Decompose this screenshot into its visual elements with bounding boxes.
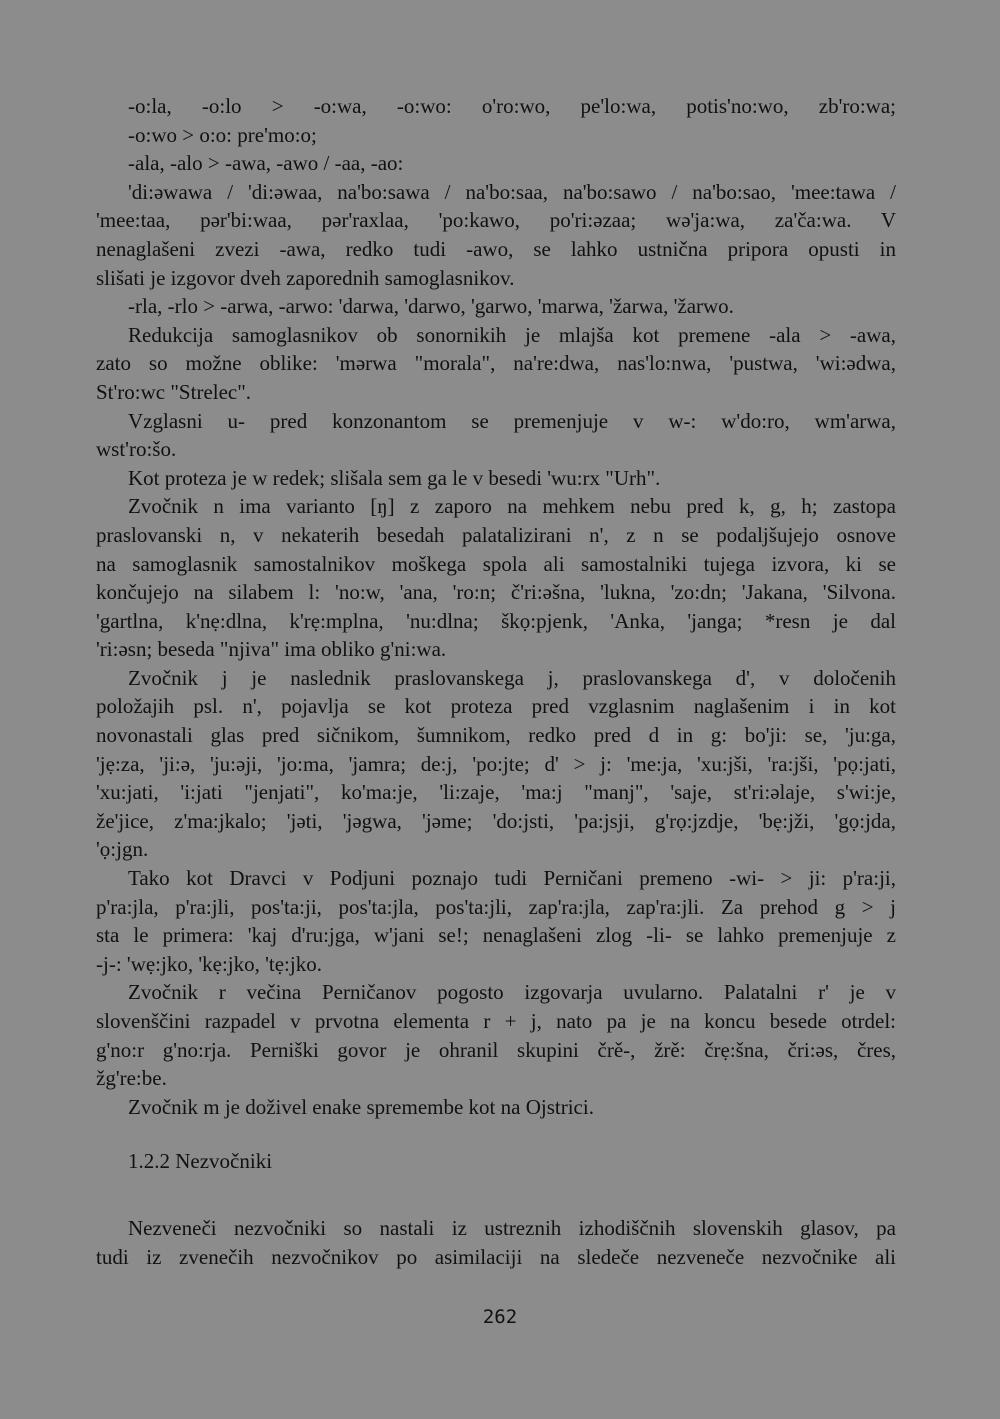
text-line: 'mee:taa, pər'bi:waa, pər'raxlaa, 'po:kawo, po'ri:əzaa; wə'ja:wa, za'ča:wa. V xyxy=(96,208,896,233)
text-line: tudi iz zvenečih nezvočnikov po asimilaciji na sledeče nezveneče nezvočnike ali xyxy=(96,1244,896,1269)
text-line: slovenščini razpadel v prvotna elementa r + j, nato pa je na koncu besede otrdel: xyxy=(96,1009,896,1033)
text-line: g'no:r g'no:rja. Perniški govor je ohranil skupini črě-, žrě: črẹ:šna, čri:əs, čres, xyxy=(96,1037,896,1062)
text-line: Vzglasni u- pred konzonantom se premenjuje v w-: w'do:ro, wm'arwa, xyxy=(128,408,896,433)
text-line: Tako kot Dravci v Podjuni poznajo tudi Perničani premeno -wi- > ji: p'ra:ji, xyxy=(128,866,896,891)
text-line: položajih psl. n', pojavlja se kot proteza pred vzglasnim naglašenim i in kot xyxy=(96,694,896,719)
text-line: novonastali glas pred sičnikom, šumnikom, redko pred d in g: bo'ji: se, 'ju:ga, xyxy=(96,723,896,748)
text-line: Zvočnik r večina Perničanov pogosto izgovarja uvularno. Palatalni r' je v xyxy=(128,980,896,1005)
text-line: -o:wo > o:o: pre'mo:o; xyxy=(128,122,317,147)
text-line: Redukcija samoglasnikov ob sonornikih je mlajša kot premene -ala > -awa, xyxy=(128,322,896,347)
text-line: St'ro:wc "Strelec". xyxy=(96,379,252,404)
section-heading: 1.2.2 Nezvočniki xyxy=(128,1149,273,1174)
text-line: Kot proteza je w redek; slišala sem ga le v besedi 'wu:rx "Urh". xyxy=(128,465,661,490)
text-line: wst'ro:šo. xyxy=(96,437,177,462)
text-line: Zvočnik j je naslednik praslovanskega j, praslovanskega d', v določenih xyxy=(128,665,896,690)
text-line: praslovanski n, v nekaterih besedah palatalizirani n', z n se podaljšujejo osnove xyxy=(96,522,896,547)
text-line: Zvočnik m je doživel enake spremembe kot na Ojstrici. xyxy=(128,1094,594,1119)
text-line: nenaglašeni zvezi -awa, redko tudi -awo, se lahko ustnična pripora opusti in xyxy=(96,236,896,261)
text-line: žg're:be. xyxy=(96,1066,167,1091)
text-line: sta le primera: 'kaj d'ru:jga, w'jani se!; nenaglašeni zlog -li- se lahko premenjuje z xyxy=(96,923,896,948)
page-number: 262 xyxy=(482,1306,518,1328)
page-body xyxy=(96,92,896,1271)
text-line: 'gartlna, k'nẹ:dlna, k'rẹ:mplna, 'nu:dlna; škọ:pjenk, 'Anka, 'janga; *resn je dal xyxy=(96,608,896,633)
text-line: -j-: 'wẹ:jko, 'kẹ:jko, 'tẹ:jko. xyxy=(96,951,322,976)
text-line: -o:la, -o:lo > -o:wa, -o:wo: o'ro:wo, pe'lo:wa, potis'no:wo, zb'ro:wa; xyxy=(128,94,896,118)
text-line: Nezveneči nezvočniki so nastali iz ustreznih izhodiščnih slovenskih glasov, pa xyxy=(128,1215,896,1240)
text-line: 'ri:əsn; beseda "njiva" ima obliko g'ni:wa. xyxy=(96,637,447,662)
text-line: -ala, -alo > -awa, -awo / -aa, -ao: xyxy=(128,151,404,176)
spacer xyxy=(96,1121,896,1147)
text-line: že'jice, z'ma:jkalo; 'jəti, 'jəgwa, 'jəme; 'do:jsti, 'pa:jsji, g'rọ:jzdje, 'bẹ:jži, 'gọ:jda, xyxy=(96,808,896,833)
text-line: končujejo na silabem l: 'no:w, 'ana, 'ro:n; č'ri:əšna, 'lukna, 'zo:dn; 'Jakana, 'Silvona. xyxy=(96,580,896,605)
text-line: 'ọ:jgn. xyxy=(96,837,149,862)
text-line: na samoglasnik samostalnikov moškega spola ali samostalniki tujega izvora, ki se xyxy=(96,551,896,576)
text-line: zato so možne oblike: 'mərwa "morala", na're:dwa, nas'lo:nwa, 'pustwa, 'wi:ədwa, xyxy=(96,351,896,376)
text-line: -rla, -rlo > -arwa, -arwo: 'darwa, 'darwo, 'garwo, 'marwa, 'žarwa, 'žarwo. xyxy=(128,294,734,319)
text-line: 'di:əwawa / 'di:əwaa, na'bo:sawa / na'bo:saa, na'bo:sawo / na'bo:sao, 'mee:tawa / xyxy=(128,179,896,204)
text-line: p'ra:jla, p'ra:jli, pos'ta:ji, pos'ta:jla, pos'ta:jli, zap'ra:jla, zap'ra:jli. Za prehod g > j xyxy=(96,894,896,919)
spacer xyxy=(96,1176,896,1214)
text-line: 'xu:jati, 'i:jati "jenjati", ko'ma:je, 'li:zaje, 'ma:j "manj", 'saje, st'ri:əlaje, s'wi:je, xyxy=(96,780,896,805)
text-line: slišati je izgovor dveh zaporednih samoglasnikov. xyxy=(96,265,515,290)
text-line: Zvočnik n ima varianto [ŋ] z zaporo na mehkem nebu pred k, g, h; zastopa xyxy=(128,494,896,519)
text-line: 'jẹ:za, 'ji:ə, 'ju:əji, 'jo:ma, 'jamra; de:j, 'po:jte; d' > j: 'me:ja, 'xu:jši, 'ra:jši, 'pọ:jati, xyxy=(96,751,896,776)
